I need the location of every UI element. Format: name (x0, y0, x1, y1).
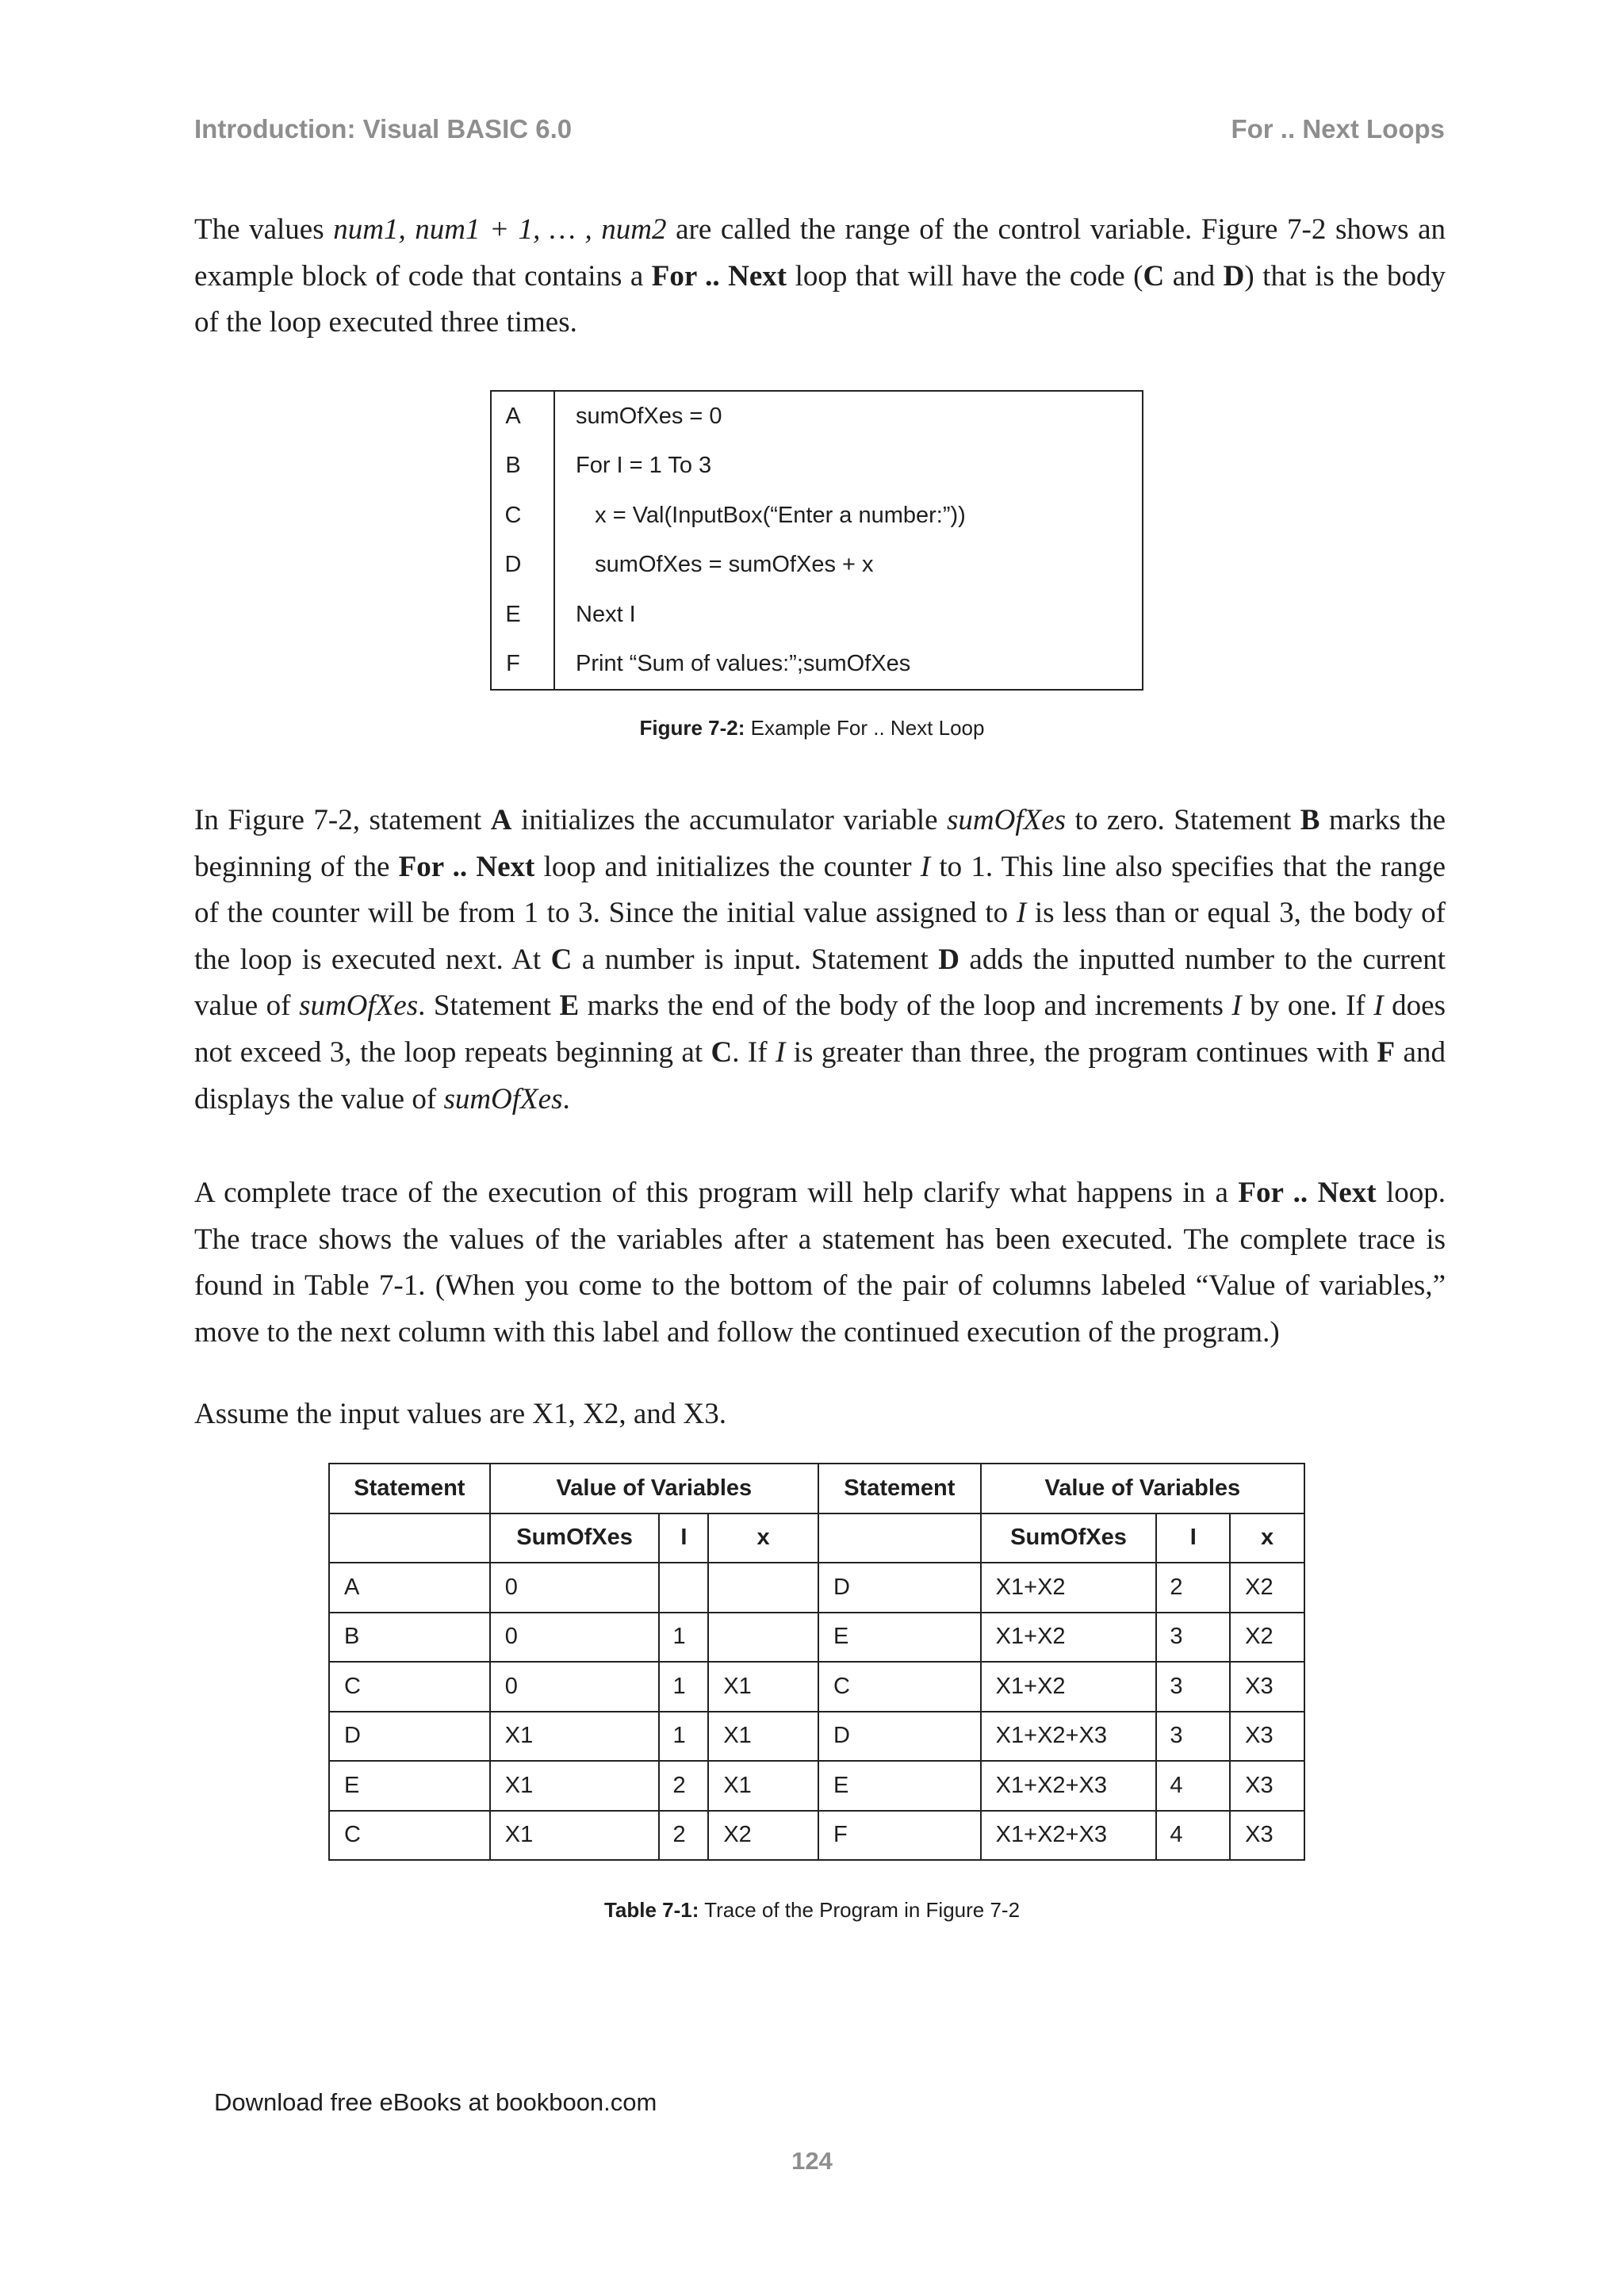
table-row (329, 1761, 1304, 1811)
empty-cell (818, 1513, 981, 1563)
table-cell: 4 (1156, 1811, 1230, 1861)
table-cell: X3 (1230, 1811, 1304, 1861)
table-cell: X3 (1230, 1662, 1304, 1712)
table-row (329, 1811, 1304, 1861)
paragraph-range-intro: The values num1, num1 + 1, … , num2 are called the range of the control variable. Figure 7-2 shows an example block of code that contains a For .. Next loop that will have the code (C and D) that is the body of the loop executed three times. (194, 213, 1446, 339)
table-cell: 0 (490, 1563, 660, 1613)
table-cell: X1 (708, 1761, 818, 1811)
page-number: 124 (791, 2147, 833, 2175)
table-cell: 2 (1156, 1563, 1230, 1613)
header-value-of-variables: Value of Variables (981, 1464, 1304, 1513)
code-line-text: Print “Sum of values:”;sumOfXes (576, 651, 911, 677)
table-cell: E (818, 1761, 981, 1811)
running-header-right: For .. Next Loops (1231, 114, 1445, 144)
table-cell: D (818, 1712, 981, 1762)
table-cell: X1 (490, 1712, 660, 1762)
code-line-label: A (491, 391, 554, 442)
table-cell: X2 (1230, 1613, 1304, 1663)
header-x: x (708, 1513, 818, 1563)
table-subheader-row (329, 1513, 1304, 1563)
table-cell: 1 (659, 1613, 708, 1663)
header-sumofxes: SumOfXes (490, 1513, 660, 1563)
header-statement: Statement (329, 1464, 490, 1513)
table-cell: X1+X2+X3 (981, 1761, 1157, 1811)
table-cell: 4 (1156, 1761, 1230, 1811)
table-cell: X3 (1230, 1761, 1304, 1811)
table-cell: A (329, 1563, 490, 1613)
table-cell: B (329, 1613, 490, 1663)
table-cell: X1 (708, 1712, 818, 1762)
table-cell: C (329, 1662, 490, 1712)
table-row (329, 1613, 1304, 1663)
code-line-text: x = Val(InputBox(“Enter a number:”)) (576, 502, 966, 528)
table-cell (659, 1563, 708, 1613)
table-cell: X1 (490, 1811, 660, 1861)
code-line (491, 391, 1143, 442)
code-line-text: sumOfXes = 0 (576, 403, 722, 429)
table-cell: F (818, 1811, 981, 1861)
table-cell: X1+X2+X3 (981, 1712, 1157, 1762)
table-cell: C (329, 1811, 490, 1861)
table-cell: X1 (490, 1761, 660, 1811)
paragraph-explanation: In Figure 7-2, statement A initializes the accumulator variable sumOfXes to zero. Statement B marks the beginning of the For .. Next loop and initializes the counter I to 1. This line also specifies that the range of the counter will be from 1 to 3. Since the initial value assigned to I is less than or equal 3, the body of the loop is executed next. At C a number is input. Statement D adds the inputted number to the current value of sumOfXes. Statement E marks the end of the body of the loop and increments I by one. If I does not exceed 3, the loop repeats beginning at C. If I is greater than three, the program continues with F and displays the value of sumOfXes. (194, 804, 1446, 1115)
code-line (491, 491, 1143, 541)
header-x: x (1230, 1513, 1304, 1563)
header-i: I (659, 1513, 708, 1563)
table-cell: E (329, 1761, 490, 1811)
trace-table (328, 1463, 1305, 1861)
table-cell: C (818, 1662, 981, 1712)
code-line (491, 590, 1143, 640)
table-cell: X1+X2 (981, 1563, 1157, 1613)
code-line-text: sumOfXes = sumOfXes + x (576, 552, 874, 578)
table-cell: 0 (490, 1613, 660, 1663)
table-cell: 3 (1156, 1613, 1230, 1663)
table-row (329, 1563, 1304, 1613)
code-line (491, 541, 1143, 591)
table-cell: X1 (708, 1662, 818, 1712)
table-row (329, 1712, 1304, 1762)
download-footer: Download free eBooks at bookboon.com (214, 2088, 657, 2116)
table-cell: 1 (659, 1712, 708, 1762)
table-cell: X2 (708, 1811, 818, 1861)
table-cell: X1+X2 (981, 1662, 1157, 1712)
table-cell: X1+X2+X3 (981, 1811, 1157, 1861)
table-row (329, 1662, 1304, 1712)
table-cell: X2 (1230, 1563, 1304, 1613)
table-cell: 1 (659, 1662, 708, 1712)
code-line-label: C (491, 491, 554, 541)
running-header-left: Introduction: Visual BASIC 6.0 (194, 114, 573, 144)
table-cell: 3 (1156, 1662, 1230, 1712)
code-line-text: For I = 1 To 3 (576, 453, 712, 479)
table-cell (708, 1563, 818, 1613)
table-cell: E (818, 1613, 981, 1663)
table-cell (708, 1613, 818, 1663)
table-cell: X1+X2 (981, 1613, 1157, 1663)
figure-caption: Figure 7-2: Example For .. Next Loop (639, 716, 985, 740)
table-cell: 3 (1156, 1712, 1230, 1762)
header-i: I (1156, 1513, 1230, 1563)
code-line-label: E (491, 590, 554, 640)
code-line-label: F (491, 640, 554, 691)
table-cell: 0 (490, 1662, 660, 1712)
empty-cell (329, 1513, 490, 1563)
code-line-text: Next I (576, 601, 636, 627)
table-caption: Table 7-1: Trace of the Program in Figure 7-2 (603, 1898, 1021, 1922)
header-sumofxes: SumOfXes (981, 1513, 1157, 1563)
code-line (491, 640, 1143, 691)
table-cell: D (329, 1712, 490, 1762)
table-cell: X3 (1230, 1712, 1304, 1762)
table-header-row (329, 1464, 1304, 1513)
paragraph-assumption: Assume the input values are X1, X2, and X3. (194, 1398, 727, 1430)
code-line (491, 442, 1143, 492)
paragraph-trace-intro: A complete trace of the execution of this program will help clarify what happens in a For .. Next loop. The trace shows the values of the variables after a statement has been executed. The complete trace is found in Table 7-1. (When you come to the bottom of the pair of columns labeled “Value of variables,” move to the next column with this label and follow the continued execution of the program.) (194, 1177, 1446, 1349)
table-cell: 2 (659, 1761, 708, 1811)
table-cell: D (818, 1563, 981, 1613)
table-cell: 2 (659, 1811, 708, 1861)
header-statement: Statement (818, 1464, 981, 1513)
header-value-of-variables: Value of Variables (490, 1464, 818, 1513)
code-line-label: B (491, 442, 554, 492)
code-line-label: D (491, 541, 554, 591)
code-figure (490, 390, 1143, 691)
